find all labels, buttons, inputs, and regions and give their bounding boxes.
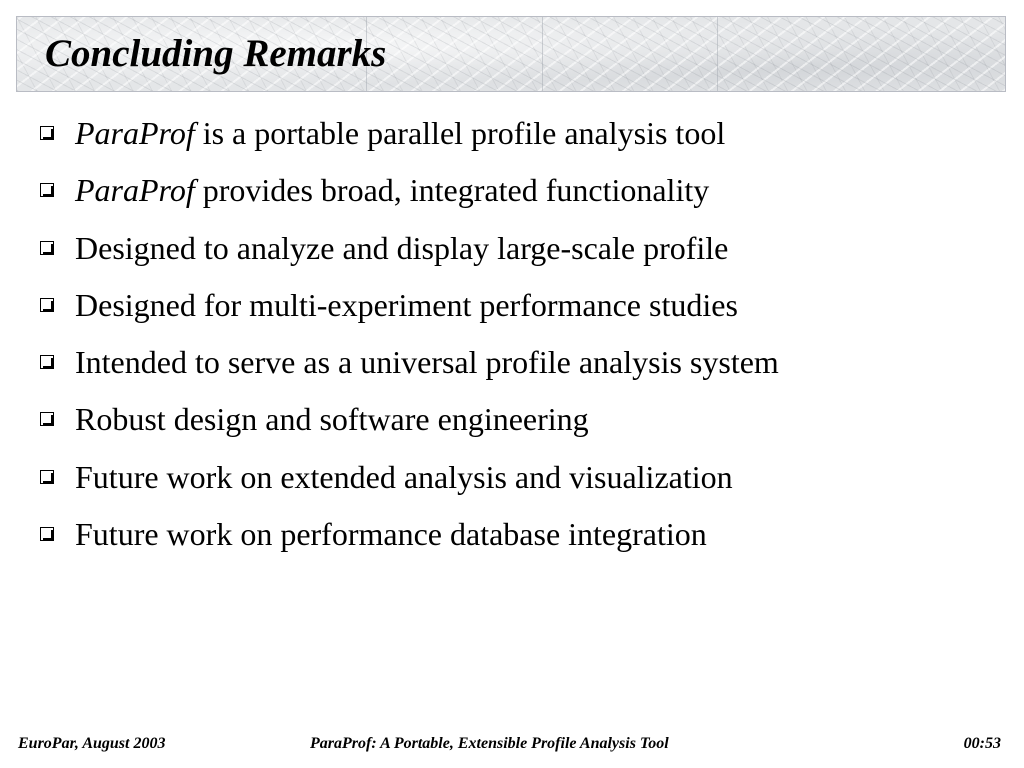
bullet-item: [40, 452, 779, 509]
bullet-body: is a portable parallel profile analysis tool: [194, 115, 726, 151]
banner-tile-seam: [717, 17, 718, 91]
bullet-item: [40, 165, 779, 222]
bullet-text: [75, 280, 738, 331]
bullet-square-icon: [40, 241, 56, 257]
bullet-item: [40, 280, 779, 337]
bullet-text: [75, 165, 709, 216]
slide-title: Concluding Remarks: [45, 32, 387, 75]
bullet-body: Future work on extended analysis and visualization: [75, 458, 733, 495]
bullet-square-icon: [40, 298, 56, 314]
bullet-emphasis: ParaProf: [75, 172, 195, 209]
bullet-emphasis: ParaProf: [75, 115, 195, 151]
bullet-text: [75, 509, 707, 560]
footer-timestamp: 00:53: [963, 735, 1001, 752]
bullet-item: [40, 337, 779, 394]
bullet-text: [75, 223, 728, 274]
bullet-body: Intended to serve as a universal profile analysis system: [75, 344, 779, 381]
bullet-item: [40, 394, 779, 451]
bullet-text: [75, 394, 589, 445]
bullet-text: [75, 452, 733, 503]
bullet-body: Robust design and software engineering: [75, 401, 589, 438]
bullet-square-icon: [40, 126, 56, 142]
bullet-body: Future work on performance database integration: [75, 516, 707, 553]
bullet-item: [40, 223, 779, 280]
footer-talk-title: ParaProf: A Portable, Extensible Profile Analysis Tool: [310, 735, 669, 752]
bullet-item: [40, 108, 779, 165]
bullet-body: Designed for multi-experiment performance studies: [75, 286, 738, 323]
bullet-text: [75, 337, 779, 388]
bullet-square-icon: [40, 527, 56, 543]
bullet-body: Designed to analyze and display large-scale profile: [75, 229, 729, 266]
banner-tile-seam: [542, 17, 543, 91]
footer-event: EuroPar, August 2003: [18, 735, 166, 752]
title-banner: [16, 16, 1006, 92]
bullet-square-icon: [40, 183, 56, 199]
bullet-body: provides broad, integrated functionality: [194, 172, 710, 209]
bullet-square-icon: [40, 470, 56, 486]
bullet-list: [40, 108, 779, 566]
bullet-text: [75, 108, 725, 159]
bullet-square-icon: [40, 355, 56, 371]
bullet-item: [40, 509, 779, 566]
bullet-square-icon: [40, 412, 56, 428]
